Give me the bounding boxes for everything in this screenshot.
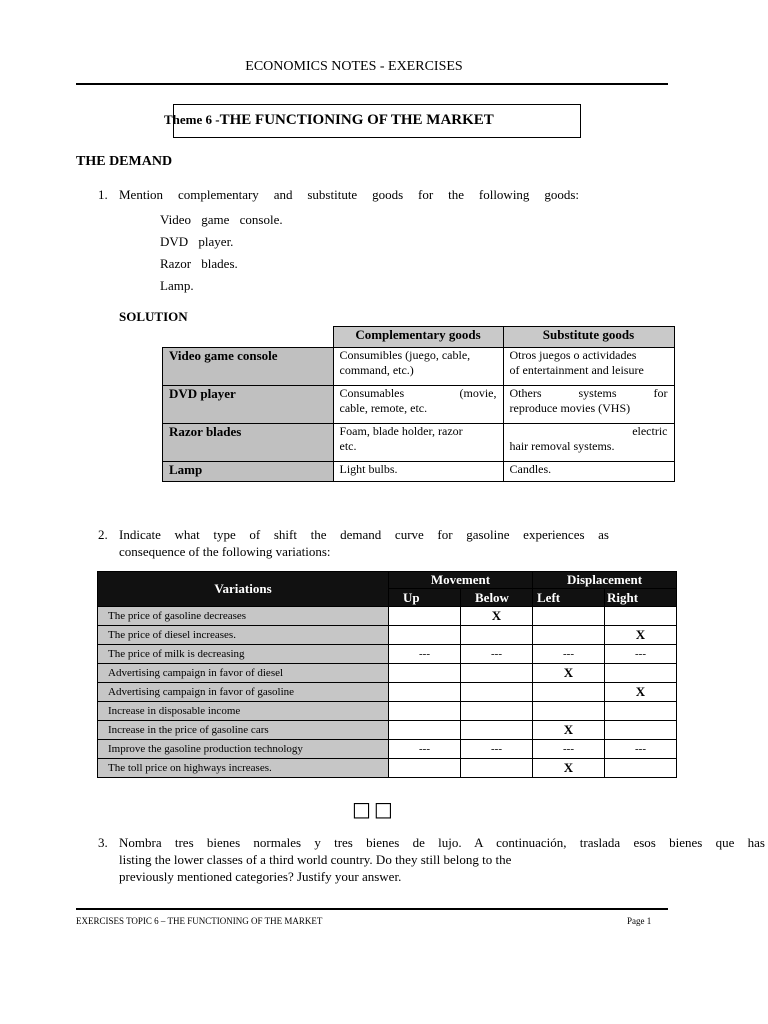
table-row <box>163 386 675 424</box>
substitute-cell <box>503 386 674 424</box>
cell-line: command, etc.) <box>339 363 414 377</box>
cell-line: etc. <box>339 439 357 453</box>
placeholder-glyphs: □□ <box>352 797 396 821</box>
solution-label: SOLUTION <box>119 309 188 324</box>
header-divider <box>76 83 668 85</box>
mark-cell <box>605 702 677 721</box>
section-title: THE DEMAND <box>76 154 173 169</box>
mark-cell <box>389 664 461 683</box>
cell-line: hair removal systems. <box>509 439 615 453</box>
theme-prefix: Theme 6 - <box>164 112 220 127</box>
theme-title <box>164 112 494 129</box>
goods-table <box>162 326 675 482</box>
mark-cell <box>461 664 533 683</box>
variation-label: Improve the gasoline production technology <box>98 740 389 759</box>
mark-cell: --- <box>461 740 533 759</box>
mark-cell <box>461 759 533 778</box>
mark-cell: X <box>533 759 605 778</box>
mark-cell <box>389 759 461 778</box>
cell-line: Otros juegos o actividades <box>509 348 637 362</box>
cell-line: cable, remote, etc. <box>339 401 428 415</box>
footer-divider <box>76 908 668 910</box>
sub-header-right: Right <box>605 589 677 607</box>
complementary-cell <box>333 424 503 462</box>
mark-cell: --- <box>389 645 461 664</box>
table-corner <box>163 327 334 348</box>
table-row <box>98 740 677 759</box>
table-row <box>98 702 677 721</box>
column-header: Substitute goods <box>503 327 674 348</box>
row-header: Razor blades <box>163 424 334 462</box>
question-3-number: 3. <box>98 835 108 850</box>
movement-header: Movement <box>389 572 533 589</box>
mark-cell: X <box>533 721 605 740</box>
mark-cell: --- <box>389 740 461 759</box>
question-3-line-3: previously mentioned categories? Justify your answer. <box>119 869 402 884</box>
row-header: DVD player <box>163 386 334 424</box>
mark-cell: X <box>605 683 677 702</box>
table-row <box>98 645 677 664</box>
table-row <box>163 424 675 462</box>
mark-cell <box>605 607 677 626</box>
mark-cell <box>461 626 533 645</box>
cell-line: reproduce movies (VHS) <box>509 401 631 415</box>
variation-label: The price of milk is decreasing <box>98 645 389 664</box>
substitute-cell <box>503 348 674 386</box>
mark-cell <box>389 721 461 740</box>
mark-cell <box>605 759 677 778</box>
question-1-text: Mention complementary and substitute goods for the following goods: <box>119 187 579 202</box>
substitute-cell <box>503 462 674 482</box>
cell-line: Others systems for <box>509 386 668 400</box>
mark-cell: --- <box>533 645 605 664</box>
variation-label: Advertising campaign in favor of gasoline <box>98 683 389 702</box>
mark-cell <box>461 721 533 740</box>
goods-item: Lamp. <box>160 278 194 293</box>
mark-cell <box>533 683 605 702</box>
variation-label: Advertising campaign in favor of diesel <box>98 664 389 683</box>
question-3-line-2: listing the lower classes of a third world country. Do they still belong to the <box>119 852 512 867</box>
sub-header-below: Below <box>461 589 533 607</box>
page-header-title: ECONOMICS NOTES - EXERCISES <box>245 59 463 74</box>
complementary-cell <box>333 348 503 386</box>
row-header: Lamp <box>163 462 334 482</box>
variation-label: Increase in the price of gasoline cars <box>98 721 389 740</box>
table-row <box>98 626 677 645</box>
mark-cell <box>389 626 461 645</box>
table-row <box>163 462 675 482</box>
mark-cell <box>605 721 677 740</box>
cell-line: of entertainment and leisure <box>509 363 644 377</box>
mark-cell: X <box>533 664 605 683</box>
table-row <box>98 607 677 626</box>
substitute-cell <box>503 424 674 462</box>
question-2-line-2: consequence of the following variations: <box>119 544 331 559</box>
variation-label: The price of gasoline decreases <box>98 607 389 626</box>
table-row <box>163 348 675 386</box>
footer-left-text: EXERCISES TOPIC 6 – THE FUNCTIONING OF THE MARKET <box>76 916 323 926</box>
variation-label: Increase in disposable income <box>98 702 389 721</box>
table-row <box>98 721 677 740</box>
table-row <box>98 759 677 778</box>
sub-header-up: Up <box>389 589 461 607</box>
page-number: Page 1 <box>627 916 652 926</box>
sub-header-left: Left <box>533 589 605 607</box>
cell-line: Foam, blade holder, razor <box>339 424 463 438</box>
goods-item: Video game console. <box>160 212 283 227</box>
mark-cell: --- <box>605 645 677 664</box>
goods-item: DVD player. <box>160 234 234 249</box>
mark-cell <box>461 702 533 721</box>
mark-cell <box>533 702 605 721</box>
complementary-cell <box>333 462 503 482</box>
variations-header: Variations <box>98 572 389 607</box>
displacement-header: Displacement <box>533 572 677 589</box>
mark-cell <box>389 702 461 721</box>
mark-cell <box>389 683 461 702</box>
row-header: Video game console <box>163 348 334 386</box>
cell-line: Consumibles (juego, cable, <box>339 348 471 362</box>
mark-cell: X <box>605 626 677 645</box>
cell-line: Candles. <box>509 462 552 476</box>
variation-label: The toll price on highways increases. <box>98 759 389 778</box>
mark-cell: --- <box>605 740 677 759</box>
mark-cell <box>533 607 605 626</box>
complementary-cell <box>333 386 503 424</box>
mark-cell: --- <box>533 740 605 759</box>
mark-cell <box>605 664 677 683</box>
theme-name: THE FUNCTIONING OF THE MARKET <box>219 112 494 128</box>
mark-cell <box>461 683 533 702</box>
question-2-line-1: Indicate what type of shift the demand curve for gasoline experiences as <box>119 527 609 542</box>
question-2-number: 2. <box>98 527 108 542</box>
table-row <box>98 683 677 702</box>
variation-label: The price of diesel increases. <box>98 626 389 645</box>
variations-table <box>97 571 677 778</box>
question-1-number: 1. <box>98 187 108 202</box>
table-row <box>98 664 677 683</box>
question-3-line-1: Nombra tres bienes normales y tres bienes de lujo. A continuación, traslada esos bienes que has <box>119 835 765 850</box>
cell-line: Light bulbs. <box>339 462 398 476</box>
mark-cell: X <box>461 607 533 626</box>
mark-cell <box>389 607 461 626</box>
cell-line: Consumables (movie, <box>339 386 497 400</box>
goods-item: Razor blades. <box>160 256 238 271</box>
mark-cell: --- <box>461 645 533 664</box>
cell-line: electric <box>632 424 668 438</box>
column-header: Complementary goods <box>333 327 503 348</box>
mark-cell <box>533 626 605 645</box>
